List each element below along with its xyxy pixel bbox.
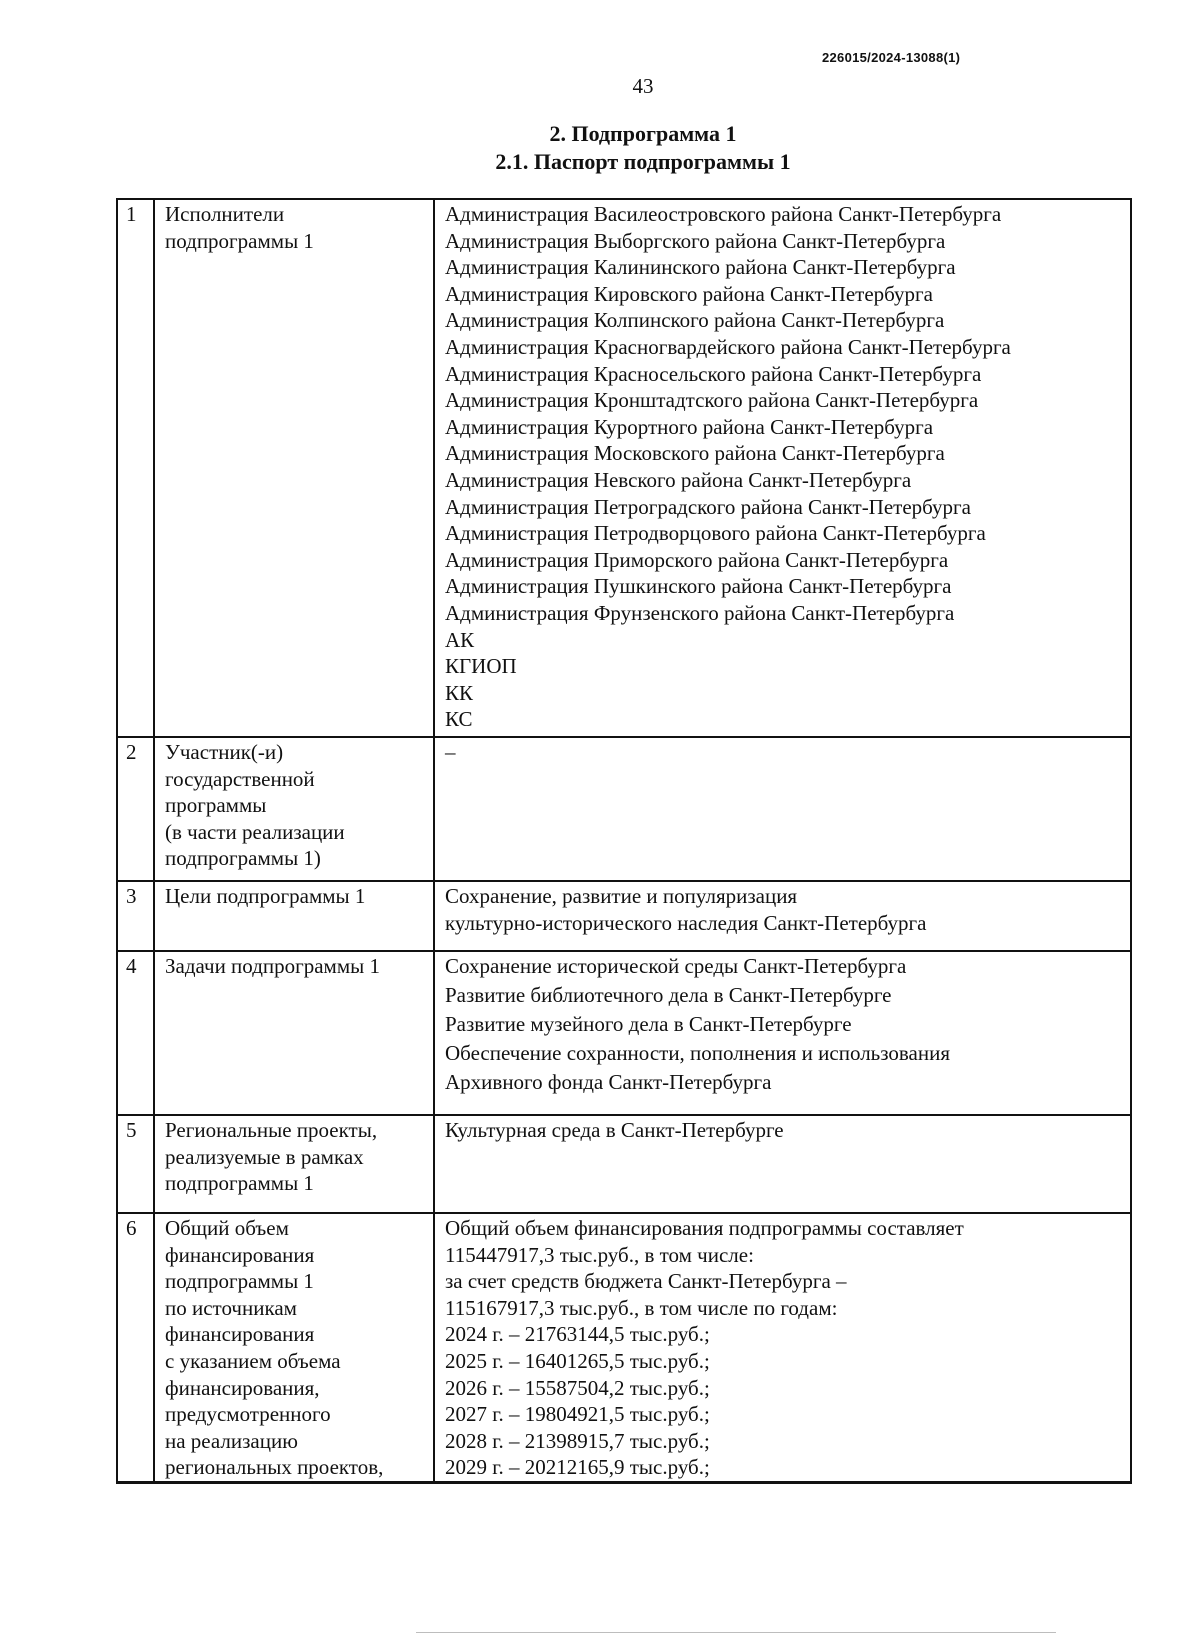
funding-line: Общий объем финансирования подпрограммы составляет	[445, 1216, 964, 1240]
executor-item: Администрация Московского района Санкт-Петербурга	[445, 441, 945, 466]
row-number: 4	[117, 951, 154, 1115]
row-value	[434, 951, 1131, 1115]
task-item: Сохранение исторической среды Санкт-Петербурга	[445, 954, 907, 978]
table-row	[117, 199, 1131, 737]
section-subtitle: 2.1. Паспорт подпрограммы 1	[495, 149, 791, 174]
label-line: с указанием объема	[165, 1348, 341, 1373]
scan-edge-line	[416, 1632, 1056, 1633]
executor-item: Администрация Красногвардейского района Санкт-Петербурга	[445, 334, 1011, 359]
value-line: –	[445, 740, 456, 764]
executor-item: КС	[445, 707, 473, 732]
funding-year-line: 2028 г. – 21398915,7 тыс.руб.;	[445, 1428, 710, 1453]
label-line: предусмотренного	[165, 1402, 331, 1427]
executor-item: АК	[445, 627, 475, 652]
executor-item: КК	[445, 680, 474, 705]
table-row	[117, 1115, 1131, 1213]
row-number: 6	[117, 1213, 154, 1482]
label-line: региональных проектов,	[165, 1455, 384, 1480]
executor-item: Администрация Петродворцового района Санкт-Петербурга	[445, 521, 986, 546]
row-value	[434, 737, 1131, 881]
executor-item: Администрация Приморского района Санкт-Петербурга	[445, 547, 949, 572]
funding-year-line: 2029 г. – 20212165,9 тыс.руб.;	[445, 1455, 710, 1480]
executor-item: Администрация Невского района Санкт-Петербурга	[445, 467, 912, 492]
row-label	[154, 199, 434, 737]
executor-item: Администрация Петроградского района Санкт-Петербурга	[445, 494, 971, 519]
label-line: Региональные проекты,	[165, 1118, 378, 1142]
label-line: Участник(-и)	[165, 740, 284, 764]
funding-line: 115167917,3 тыс.руб., в том числе по годам:	[445, 1295, 838, 1320]
executor-item: Администрация Кронштадтского района Санкт-Петербурга	[445, 388, 979, 413]
label-line: государственной	[165, 766, 315, 791]
row-label	[154, 951, 434, 1115]
passport-table	[116, 198, 1132, 1484]
document-id: 226015/2024-13088(1)	[822, 50, 961, 65]
label-line: Исполнители	[165, 202, 285, 226]
section-title: 2. Подпрограмма 1	[549, 121, 737, 146]
funding-year-line: 2024 г. – 21763144,5 тыс.руб.;	[445, 1322, 710, 1347]
value-line: культурно-исторического наследия Санкт-Петербурга	[445, 910, 927, 935]
table-row	[117, 881, 1131, 951]
row-value	[434, 199, 1131, 737]
funding-year-line: 2027 г. – 19804921,5 тыс.руб.;	[445, 1402, 710, 1427]
row-label	[154, 881, 434, 951]
row-number: 3	[117, 881, 154, 951]
task-item: Развитие библиотечного дела в Санкт-Петербурге	[445, 983, 892, 1008]
label-line: финансирования	[165, 1322, 315, 1347]
executor-item: Администрация Калининского района Санкт-Петербурга	[445, 255, 956, 280]
executor-item: Администрация Пушкинского района Санкт-Петербурга	[445, 574, 952, 599]
section-heading	[0, 120, 1200, 176]
row-value	[434, 881, 1131, 951]
row-number: 2	[117, 737, 154, 881]
value-line: Сохранение, развитие и популяризация	[445, 884, 798, 908]
label-line: подпрограммы 1	[165, 1171, 314, 1196]
executor-item: КГИОП	[445, 654, 517, 679]
label-line: финансирования,	[165, 1375, 320, 1400]
label-line: подпрограммы 1	[165, 1269, 314, 1294]
label-line: Цели подпрограммы 1	[165, 884, 366, 908]
label-line: Задачи подпрограммы 1	[165, 954, 380, 978]
task-item: Обеспечение сохранности, пополнения и использования	[445, 1041, 951, 1066]
row-label	[154, 1115, 434, 1213]
label-line: программы	[165, 793, 267, 818]
executor-item: Администрация Колпинского района Санкт-Петербурга	[445, 308, 945, 333]
page-number: 43	[632, 74, 654, 98]
row-number: 1	[117, 199, 154, 737]
task-item: Развитие музейного дела в Санкт-Петербурге	[445, 1012, 852, 1037]
funding-line: 115447917,3 тыс.руб., в том числе:	[445, 1242, 754, 1267]
row-value	[434, 1115, 1131, 1213]
label-line: по источникам	[165, 1295, 297, 1320]
funding-year-line: 2026 г. – 15587504,2 тыс.руб.;	[445, 1375, 710, 1400]
label-line: реализуемые в рамках	[165, 1144, 364, 1169]
row-value	[434, 1213, 1131, 1482]
executor-item: Администрация Фрунзенского района Санкт-Петербурга	[445, 600, 955, 625]
executor-item: Администрация Курортного района Санкт-Петербурга	[445, 414, 934, 439]
value-line: Культурная среда в Санкт-Петербурге	[445, 1118, 784, 1142]
label-line: на реализацию	[165, 1428, 298, 1453]
label-line: подпрограммы 1	[165, 228, 314, 253]
row-label	[154, 737, 434, 881]
table-row	[117, 1213, 1131, 1482]
executor-item: Администрация Выборгского района Санкт-Петербурга	[445, 228, 946, 253]
funding-year-line: 2025 г. – 16401265,5 тыс.руб.;	[445, 1348, 710, 1373]
row-number: 5	[117, 1115, 154, 1213]
label-line: (в части реализации	[165, 819, 345, 844]
executor-item: Администрация Красносельского района Санкт-Петербурга	[445, 361, 982, 386]
funding-line: за счет средств бюджета Санкт-Петербурга –	[445, 1269, 847, 1294]
row-label	[154, 1213, 434, 1482]
task-item: Архивного фонда Санкт-Петербурга	[445, 1070, 772, 1095]
table-row	[117, 737, 1131, 881]
executor-item: Администрация Кировского района Санкт-Петербурга	[445, 281, 933, 306]
label-line: подпрограммы 1)	[165, 846, 321, 871]
label-line: финансирования	[165, 1242, 315, 1267]
table-row	[117, 951, 1131, 1115]
label-line: Общий объем	[165, 1216, 289, 1240]
executor-item: Администрация Василеостровского района Санкт-Петербурга	[445, 202, 1002, 226]
